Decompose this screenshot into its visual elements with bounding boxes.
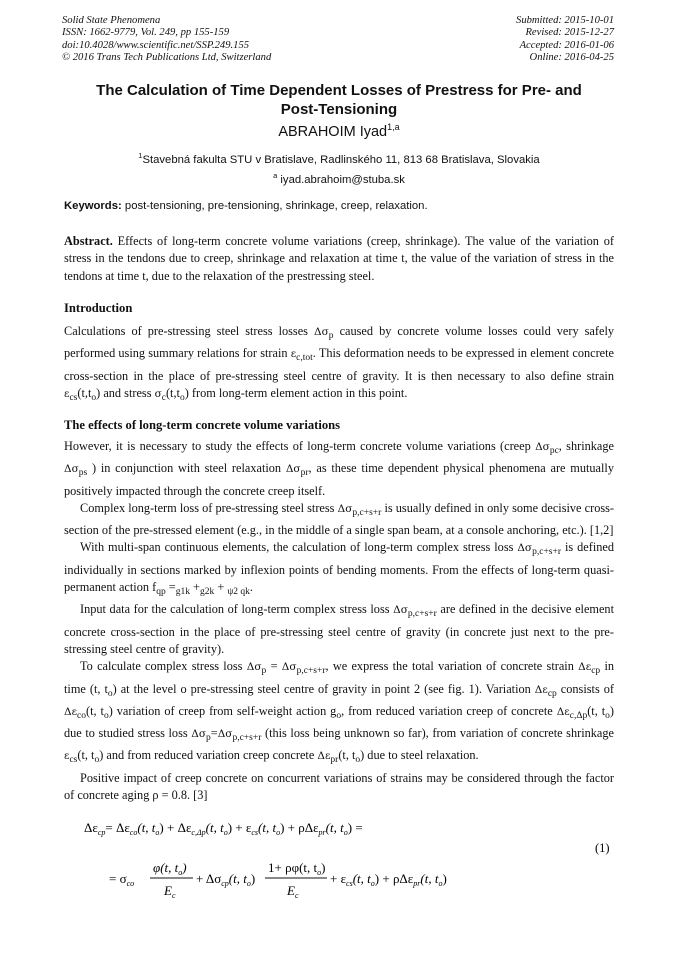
equation-line-1: $\Delta\varepsilon_{cp}= \Delta\varepsilon_{co}(t$, $t_o) + \Delta\varepsilon_{c,\Delta p}(t$, $t_o) + \varepsilon_{cs}(t$, $t_o) + \rho\Delta\varepsilon_{pr}(t$, $t_o$) = — [84, 820, 363, 837]
email: $^a$ iyad.abrahoim@stuba.sk — [273, 170, 405, 186]
paragraph: Input data for the calculation of long-term complex stress loss $\Delta\sigma_{p,c+s+r}$ are defined in the decisive element concrete cross-section in the place of pre-stressing steel centre of gravity (in concrete just next to the pre-stressing steel centre of gravity). — [64, 602, 615, 656]
section-heading-effects: The effects of long-term concrete volume variations — [64, 418, 341, 432]
fraction-2-denominator: $E_c$ — [287, 883, 299, 900]
paper-title: The Calculation of Time Dependent Losses of Prestress for Pre- and Post-Tensioning — [96, 82, 582, 118]
abstract: Abstract. Effects of long-term concrete volume variations (creep, shrinkage). The value of the variation of stress in the tendons due to creep, shrinkage and relaxation at time t, the value of the variation of stress in the tendons at time t, due to the relaxation of the prestressing steel. — [64, 234, 614, 283]
date-online: Online: 2016-04-25 — [529, 52, 614, 64]
date-accepted: Accepted: 2016-01-06 — [519, 39, 614, 51]
date-submitted: Submitted: 2015-10-01 — [516, 15, 614, 26]
fraction-1-numerator: φ(t, $t_o$) — [153, 860, 187, 877]
section-heading-introduction: Introduction — [64, 301, 133, 315]
fraction-1-denominator: $E_c$ — [164, 883, 176, 900]
paragraph: To calculate complex stress loss $\Delta\sigma_p = \Delta\sigma_{p,c+s+r}$, we express the total variation of concrete strain $\Delta\varepsilon_{cp}$ in time (t, $t_o$) at the level o pre-stressing steel centre of gravity in point 2 (see fig. 1). Variation $\Delta\varepsilon_{cp}$ consists of $\Delta\varepsilon_{co}(t$, $t_o$) variation of creep from self-weight action $g_o$, from reduced variation creep of concrete $\Delta\varepsilon_{c,\Delta p}(t$, $t_o$) due to studied stress loss $\Delta\sigma_p=\Delta\sigma_{p,c+s+r}$ (this loss being unknown so far), from variation of concrete shrinkage $\varepsilon_{cs}(t$, $t_o$) and from reduced variation creep concrete $\Delta\varepsilon_{pr}(t$, $t_o$) due to steel relaxation. — [64, 659, 615, 766]
equation-line-2-end: + $\varepsilon_{cs}(t$, $t_o) + \rho\Delta\varepsilon_{pr}(t$, $t_o$) — [330, 871, 447, 888]
fraction-2-numerator: 1+ ρφ(t, $t_o$) — [268, 860, 326, 877]
journal-doi: doi:10.4028/www.scientific.net/SSP.249.155 — [62, 39, 250, 51]
affiliation: $^1$Stavebná fakulta STU v Bratislave, Radlinského 11, 813 68 Bratislava, Slovakia $^a$ iyad.abrahoim@stuba.sk — [64, 148, 614, 188]
journal-copyright: © 2016 Trans Tech Publications Ltd, Switzerland — [62, 52, 272, 64]
equation-line-2-middle: + $\Delta\sigma_{cp}(t$, $t_o$) — [196, 871, 256, 888]
equation-number: (1) — [595, 841, 610, 855]
paragraph: However, it is necessary to study the effects of long-term concrete volume variations (creep $\Delta\sigma_{pc}$, shrinkage $\Delta\sigma_{ps}$ ) in conjunction with steel relaxation $\Delta\sigma_{pr}$, as these time dependent physical phenomena are mutually positively impacted through the concrete creep itself. — [64, 439, 614, 498]
keywords: Keywords: post-tensioning, pre-tensioning, shrinkage, creep, relaxation. — [64, 200, 428, 212]
paragraph: With multi-span continuous elements, the calculation of long-term complex stress loss $\Delta\sigma_{p,c+s+r}$ is defined individually in sections marked by inflexion points of bending moments. From the effects of long-term quasi-permanent action $f_{qp} =_{g1k} +_{g2k} + _{\psi 2 qk}$. — [64, 540, 615, 598]
paragraph: Complex long-term loss of pre-stressing steel stress $\Delta\sigma_{p,c+s+r}$ is usually defined in only some decisive cross-section of the pre-stressed element (e.g., in the middle of a single span beam, at a console anchoring, etc.). [1,2] — [64, 500, 615, 538]
journal-issn: ISSN: 1662-9779, Vol. 249, pp 155-159 — [62, 27, 230, 39]
introduction-text: Calculations of pre-stressing steel stress losses $\Delta\sigma_p$ caused by concrete volume losses could very safely performed using summary relations for strain $\varepsilon_{c,tot}$. This deformation needs to be expressed in element concrete cross-section in the place of pre-stressing steel centre of gravity. It is then necessary to also define strain $\varepsilon_{cs}(t,t_o)$ and stress $\sigma_c(t,t_o)$ from long-term element action in this point. — [64, 324, 615, 403]
journal-name: Solid State Phenomena — [62, 15, 161, 26]
paragraph: Positive impact of creep concrete on concurrent variations of strains may be considered through the factor of concrete aging ρ = 0.8. [3] — [64, 770, 614, 803]
equation-line-2-start: = $\sigma_{co}$ — [109, 871, 135, 888]
author: ABRAHOIM Iyad$^{1,a}$ — [278, 122, 400, 140]
date-revised: Revised: 2015-12-27 — [525, 27, 614, 39]
